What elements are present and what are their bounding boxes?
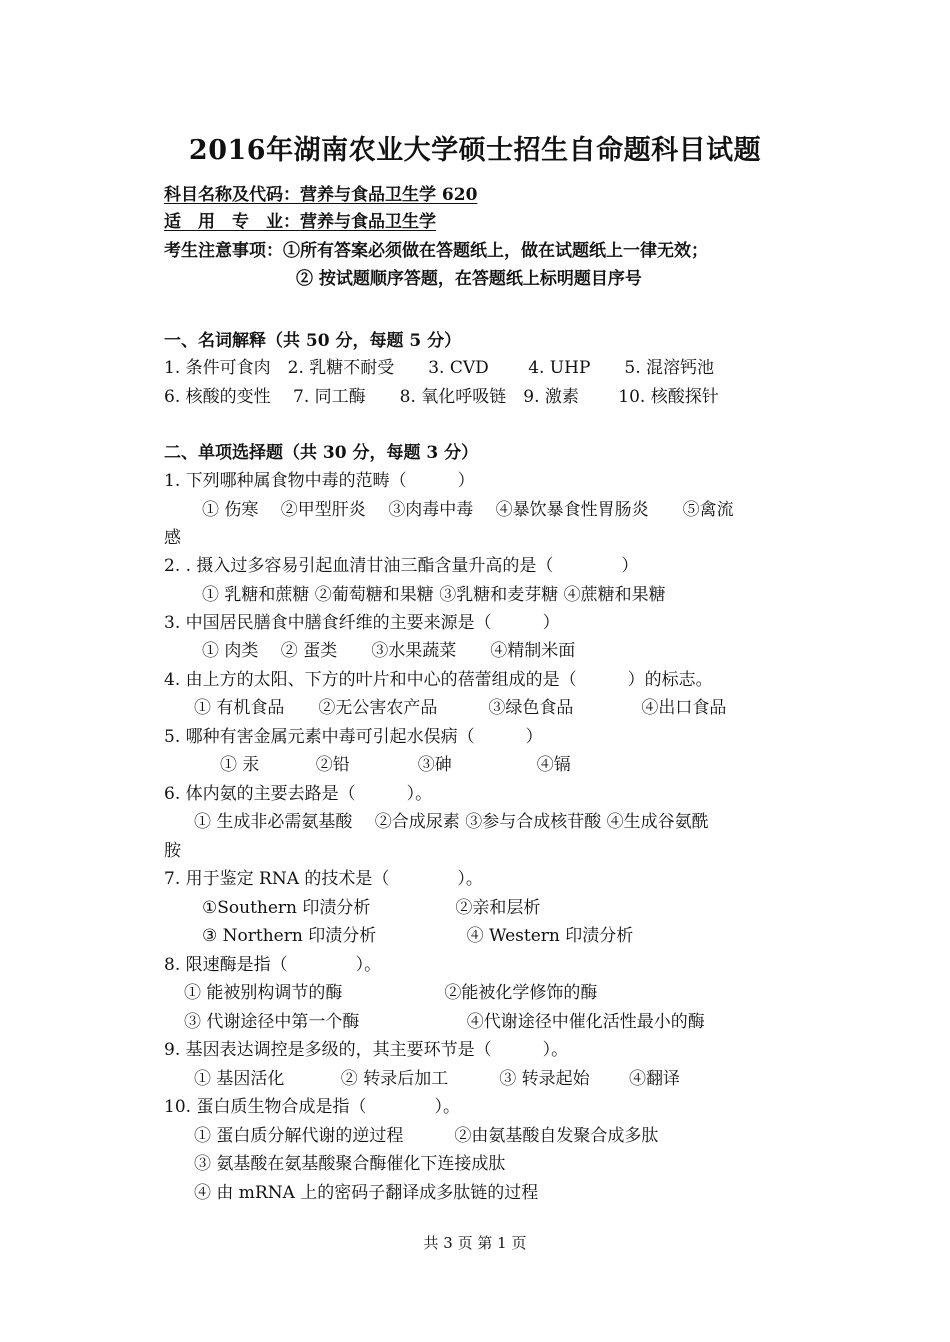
q2-stem: 2. . 摄入过多容易引起血清甘油三酯含量升高的是（ ） [164,556,639,576]
q4-stem: 4. 由上方的太阳、下方的叶片和中心的蓓蕾组成的是（ ）的标志。 [164,670,713,690]
q7-options-1: ①Southern 印渍分析 ②亲和层析 [202,898,541,918]
subject-line [164,180,477,205]
q10-option-3: ③ 氨基酸在氨基酸聚合酶催化下连接成肽 [194,1154,506,1174]
q8-options-1: ① 能被别构调节的酶 ②能被化学修饰的酶 [184,983,598,1003]
notice-line-2: ② 按试题顺序答题，在答题纸上标明题目序号 [296,269,642,289]
q5-stem: 5. 哪种有害金属元素中毒可引起水俣病（ ） [164,727,543,747]
q6-stem: 6. 体内氨的主要去路是（ ）。 [164,784,433,804]
section-1-row-1: 1. 条件可食肉 2. 乳糖不耐受 3. CVD 4. UHP 5. 混溶钙池 [164,358,715,378]
major-text: 适 用 专 业：营养与食品卫生学 [164,212,436,232]
section-1-row-2: 6. 核酸的变性 7. 同工酶 8. 氧化呼吸链 9. 激素 10. 核酸探针 [164,387,719,407]
exam-title: 2016年湖南农业大学硕士招生自命题科目试题 [188,135,762,166]
q5-options: ① 汞 ②铅 ③砷 ④镉 [220,755,571,775]
q7-stem: 7. 用于鉴定 RNA 的技术是（ ）。 [164,869,483,889]
q8-options-2: ③ 代谢途径中第一个酶 ④代谢途径中催化活性最小的酶 [184,1012,705,1032]
major-line [164,207,436,232]
section-1-heading: 一、名词解释（共 50 分，每题 5 分） [164,331,462,351]
q3-options: ① 肉类 ② 蛋类 ③水果蔬菜 ④精制米面 [202,641,576,661]
q10-option-1-2: ① 蛋白质分解代谢的逆过程 ②由氨基酸自发聚合成多肽 [194,1126,659,1146]
q8-stem: 8. 限速酶是指（ ）。 [164,955,382,975]
q9-options: ① 基因活化 ② 转录后加工 ③ 转录起始 ④翻译 [194,1069,681,1089]
q7-options-2: ③ Northern 印渍分析 ④ Western 印渍分析 [202,926,634,946]
q10-stem: 10. 蛋白质生物合成是指（ ）。 [164,1097,460,1117]
q6-options-wrap: 胺 [164,841,181,861]
q4-options: ① 有机食品 ②无公害农产品 ③绿色食品 ④出口食品 [194,698,727,718]
q2-options: ① 乳糖和蔗糖 ②葡萄糖和果糖 ③乳糖和麦芽糖 ④蔗糖和果糖 [202,585,666,605]
q1-options-wrap: 感 [164,528,181,548]
q3-stem: 3. 中国居民膳食中膳食纤维的主要来源是（ ） [164,613,560,633]
page-footer: 共 3 页 第 1 页 [423,1234,527,1252]
q6-options: ① 生成非必需氨基酸 ②合成尿素 ③参与合成核苷酸 ④生成谷氨酰 [194,812,709,832]
q9-stem: 9. 基因表达调控是多级的，其主要环节是（ ）。 [164,1040,569,1060]
q1-stem: 1. 下列哪种属食物中毒的范畴（ ） [164,471,475,491]
notice-line-1: 考生注意事项：①所有答案必须做在答题纸上，做在试题纸上一律无效； [164,241,708,261]
subject-text: 科目名称及代码：营养与食品卫生学 620 [164,185,478,205]
section-2-heading: 二、单项选择题（共 30 分，每题 3 分） [164,443,479,463]
q1-options: ① 伤寒 ②甲型肝炎 ③肉毒中毒 ④暴饮暴食性胃肠炎 ⑤禽流 [202,500,734,520]
q10-option-4: ④ 由 mRNA 上的密码子翻译成多肽链的过程 [194,1183,539,1203]
